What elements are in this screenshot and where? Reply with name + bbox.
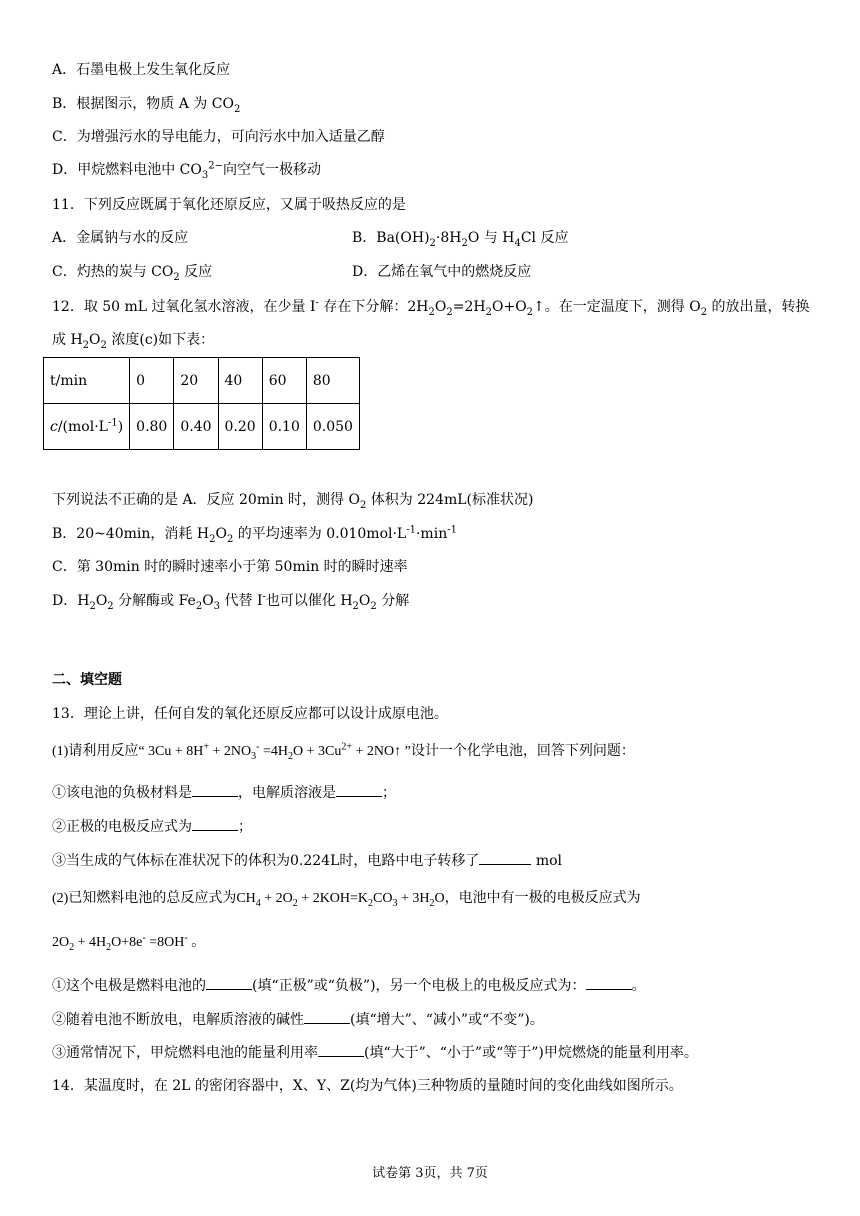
q11-option-b: B．$Ba(OH)_2\cdot 8H_2O$ 与 $H_4Cl$ 反应	[352, 230, 569, 249]
section-title: 二、填空题	[52, 672, 122, 688]
table-cell: t/min	[44, 358, 130, 404]
table-cell: 0.050	[306, 404, 359, 450]
table-cell: 0.10	[262, 404, 306, 450]
q11-options-row1	[52, 228, 652, 248]
table-cell: 0	[130, 358, 174, 404]
table-cell-label: $c/(mol\cdot L^{-1})$	[44, 404, 130, 450]
q13-item-6: ③通常情况下，甲烷燃料电池的能量利用率 (填“大于”、“小于”或“等于”)甲烷燃烧的能量利用率。	[52, 1042, 698, 1063]
q13-item-4: ①这个电极是燃料电池的 (填“正极”或“负极”)，另一个电极上的电极反应式为： 。	[52, 975, 646, 996]
q13-item-1: ①该电池的负极材料是 ，电解质溶液是 ；	[52, 782, 396, 803]
page-footer: 试卷第 3页，共 7页	[372, 1166, 488, 1181]
q11-stem: 11．下列反应既属于氧化还原反应，又属于吸热反应的是	[52, 197, 406, 213]
answer-blank[interactable]	[192, 782, 238, 797]
table-row-time	[44, 358, 360, 404]
table-cell: 0.40	[174, 404, 218, 450]
table-cell: 40	[218, 358, 262, 404]
table-cell: 60	[262, 358, 306, 404]
q10-option-a: A．石墨电极上发生氧化反应	[52, 62, 231, 78]
q13-stem: 13．理论上讲，任何自发的氧化还原反应都可以设计成原电池。	[52, 706, 448, 722]
answer-blank[interactable]	[586, 975, 632, 990]
q13-item-2: ②正极的电极反应式为 ；	[52, 816, 252, 837]
q11-option-c: C．灼热的炭与 $CO_2$ 反应	[52, 264, 213, 283]
q11-option-a: A．金属钠与水的反应	[52, 230, 189, 246]
q10-option-d: D．甲烷燃料电池中 $CO_3^{2-}$向空气一极移动	[52, 160, 321, 181]
answer-blank[interactable]	[479, 850, 531, 865]
q12-option-b: B．20~40min，消耗 $H_2O_2$ 的平均速率为 $0.010mol\cdot L^{-1}\cdot\min^{-1}$	[52, 524, 457, 545]
q13-part1-stem: (1)请利用反应“ $3Cu + 8H^+ + 2NO_3^- =4H_2O + 3Cu^{2+}$ + 2NO↑ ”设计一个化学电池，回答下列问题：	[52, 741, 635, 762]
q11-options-row2	[52, 262, 652, 282]
answer-blank[interactable]	[318, 1042, 364, 1057]
q14-stem: 14．某温度时，在 2L 的密闭容器中，X、Y、Z(均为气体)三种物质的量随时间的变化曲线如图所示。	[52, 1078, 683, 1094]
q13-part2-stem: (2)已知燃料电池的总反应式为$CH_4 + 2O_2 + 2KOH=K_2CO_3 + 3H_2O$，电池中有一极的电极反应式为	[52, 891, 641, 909]
table-cell: 80	[306, 358, 359, 404]
q13-item-5: ②随着电池不断放电，电解质溶液的碱性 (填“增大”、“减小”或“不变”)。	[52, 1009, 544, 1030]
q12-stem-line1: 12．取 50 mL 过氧化氢水溶液，在少量 I- 存在下分解：$2H_2O_2=2H_2O+O_2↑$。在一定温度下，测得 $O_2$ 的放出量，转换	[52, 297, 810, 318]
q12-option-a: 下列说法不正确的是 A．反应 20min 时，测得 $O_2$ 体积为 224mL(标准状况)	[52, 492, 534, 511]
q10-option-b: B．根据图示，物质 A 为 $CO_2$	[52, 96, 241, 115]
q13-electrode-equation: $2O_2 + 4H_2O+8e^- =8OH^-$ 。	[52, 932, 206, 953]
table-cell: 0.20	[218, 404, 262, 450]
concentration-table	[43, 357, 360, 450]
q12-option-c: C．第 30min 时的瞬时速率小于第 50min 时的瞬时速率	[52, 559, 408, 575]
q12-option-d: D．$H_2O_2$ 分解酶或 $Fe_2O_3$ 代替 I-也可以催化 $H_2O_2$ 分解	[52, 591, 410, 612]
answer-blank[interactable]	[206, 975, 252, 990]
q11-option-d: D．乙烯在氧气中的燃烧反应	[352, 264, 532, 280]
table-row-concentration	[44, 404, 360, 450]
q13-item-3: ③当生成的气体标在准状况下的体积为0.224L时，电路中电子转移了 mol	[52, 850, 562, 871]
answer-blank[interactable]	[304, 1009, 350, 1024]
q10-option-c: C．为增强污水的导电能力，可向污水中加入适量乙醇	[52, 129, 385, 145]
table-cell: 20	[174, 358, 218, 404]
table-cell: 0.80	[130, 404, 174, 450]
answer-blank[interactable]	[192, 816, 238, 831]
q12-stem-line2: 成 $H_2O_2$ 浓度(c)如下表：	[52, 332, 215, 351]
answer-blank[interactable]	[336, 782, 382, 797]
